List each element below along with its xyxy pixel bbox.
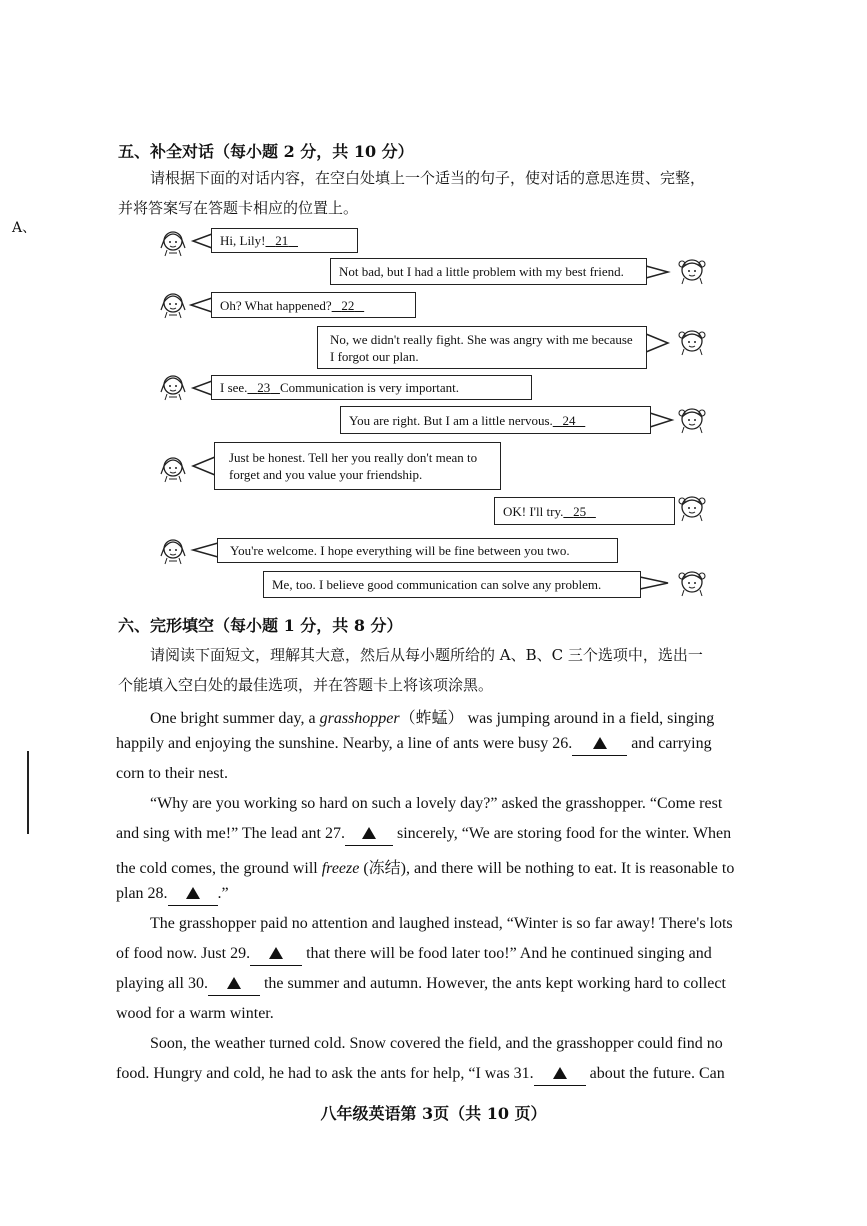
passage-p4-line1: Soon, the weather turned cold. Snow covered the field, and the grasshopper could find no <box>150 1035 723 1052</box>
answer-blank-30[interactable] <box>208 977 260 996</box>
answer-blank-27[interactable] <box>345 827 393 846</box>
passage-p3-line4: wood for a warm winter. <box>116 1005 274 1022</box>
margin-mark <box>27 751 29 834</box>
dialogue-line-6: You are right. But I am a little nervous. 24 <box>340 406 651 434</box>
answer-blank-31[interactable] <box>534 1067 586 1086</box>
passage-p2-line1: “Why are you working so hard on such a lovely day?” asked the grasshopper. “Come rest <box>150 795 723 812</box>
section5-instruction-1: 请根据下面的对话内容，在空白处填上一个适当的句子，使对话的意思连贯、完整， <box>150 169 706 187</box>
dialogue-line-7: Just be honest. Tell her you really don't mean to forget and you value your friendship. <box>214 442 501 490</box>
answer-blank-26[interactable] <box>572 737 627 756</box>
dialogue-line-8: OK! I'll try. 25 <box>494 497 675 525</box>
passage-p4-line2: food. Hungry and cold, he had to ask the ants for help, “I was 31. about the future. Can <box>116 1065 725 1086</box>
side-label: A、 <box>12 220 37 236</box>
passage-p3-line1: The grasshopper paid no attention and laughed instead, “Winter is so far away! There's lots <box>150 915 733 932</box>
dialogue-line-1: Hi, Lily! 21 <box>211 228 358 253</box>
answer-blank-28[interactable] <box>168 887 218 906</box>
page-footer: 八年级英语第 3页（共 10 页） <box>320 1104 547 1123</box>
dialogue-line-10: Me, too. I believe good communication can solve any problem. <box>263 571 641 598</box>
passage-p2-line2: and sing with me!” The lead ant 27. sincerely, “We are storing food for the winter. When <box>116 825 731 846</box>
answer-blank-29[interactable] <box>250 947 302 966</box>
dialogue-line-4: No, we didn't really fight. She was angry with me because I forgot our plan. <box>317 326 647 369</box>
passage-p2-line4: plan 28. .” <box>116 885 229 906</box>
passage-p1-line2: happily and enjoying the sunshine. Nearby, a line of ants were busy 26. and carrying <box>116 735 712 756</box>
dialogue-line-3: Oh? What happened? 22 <box>211 292 416 318</box>
section5-instruction-2: 并将答案写在答题卡相应的位置上。 <box>118 199 359 217</box>
dialogue-line-2: Not bad, but I had a little problem with my best friend. <box>330 258 647 285</box>
section6-instruction-1: 请阅读下面短文，理解其大意，然后从每小题所给的 A、B、C 三个选项中，选出一 <box>150 646 703 664</box>
passage-p3-line2: of food now. Just 29. that there will be food later too!” And he continued singing and <box>116 945 712 966</box>
passage-p3-line3: playing all 30. the summer and autumn. However, the ants kept working hard to collect <box>116 975 726 996</box>
dialogue-line-5: I see. 23 Communication is very important. <box>211 375 532 400</box>
passage-p2-line3: the cold comes, the ground will freeze (冻结), and there will be nothing to eat. It is reasonable to <box>116 860 735 877</box>
passage-p1-line3: corn to their nest. <box>116 765 228 782</box>
dialogue-line-9: You're welcome. I hope everything will be fine between you two. <box>217 538 618 563</box>
section6-instruction-2: 个能填入空白处的最佳选项，并在答题卡上将该项涂黑。 <box>118 676 494 694</box>
passage-p1-line1: One bright summer day, a grasshopper（蚱蜢） was jumping around in a field, singing <box>150 710 715 727</box>
section6-title: 六、完形填空（每小题 1 分，共 8 分） <box>118 616 403 635</box>
section5-title: 五、补全对话（每小题 2 分，共 10 分） <box>118 142 414 161</box>
